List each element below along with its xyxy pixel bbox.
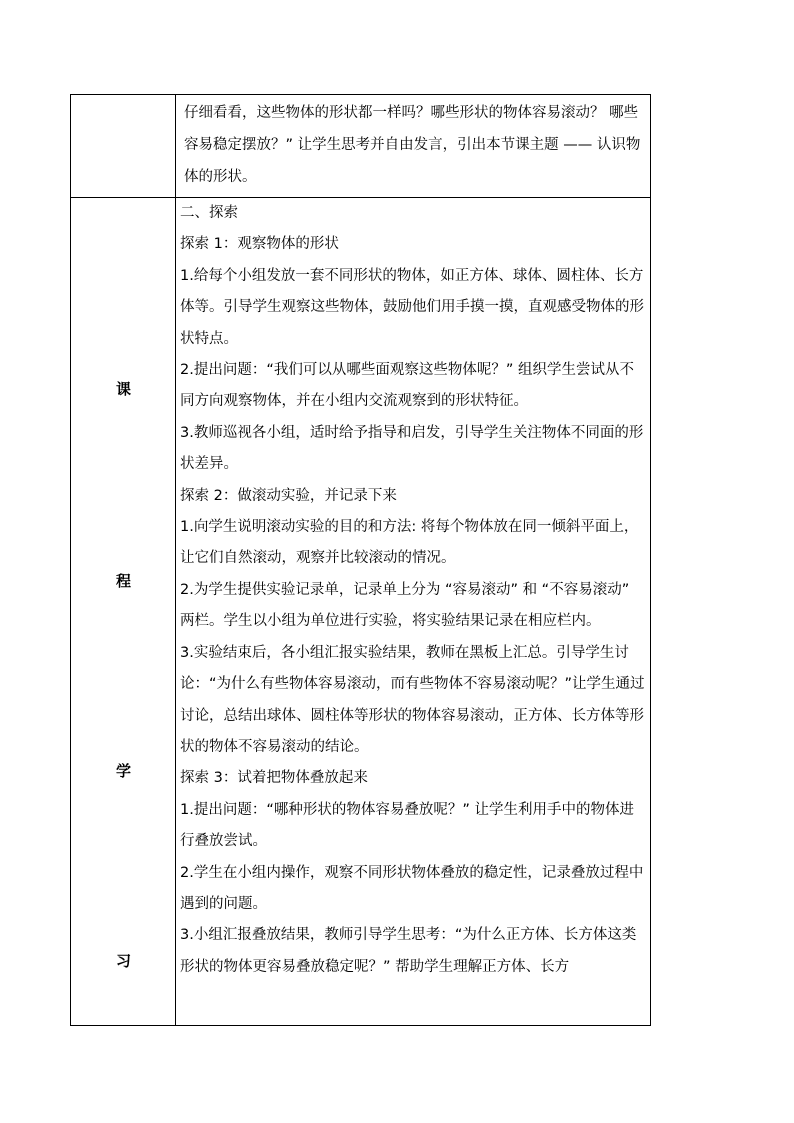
explore-1-step-3: 3.教师巡视各小组，适时给予指导和启发，引导学生关注物体不同面的形状差异。 — [180, 424, 644, 473]
lesson-plan-table — [70, 94, 651, 1026]
section-heading: 二、探索 — [180, 205, 238, 221]
intro-content-cell — [176, 95, 651, 198]
explore-3-step-1: 1.提出问题：“哪种形状的物体容易叠放呢？” 让学生利用手中的物体进行叠放尝试。 — [180, 801, 634, 850]
explore-1-step-2: 2.提出问题：“我们可以从哪些面观察这些物体呢？” 组织学生尝试从不同方向观察物体，并在小组内交流观察到的形状特征。 — [180, 362, 634, 410]
explore-2-step-1: 1.向学生说明滚动实验的目的和方法: 将每个物体放在同一倾斜平面上，让它们自然滚动，观察并比较滚动的情况。 — [180, 519, 639, 567]
intro-label-cell — [71, 95, 176, 198]
explore-3-step-3: 3.小组汇报叠放结果，教师引导学生思考：“为什么正方体、长方体这类形状的物体更容易叠放稳定呢？” 帮助学生理解正方体、长方 — [180, 927, 637, 975]
side-label-xue: 学 — [115, 762, 131, 780]
explore-1-step-1: 1.给每个小组发放一套不同形状的物体，如正方体、球体、圆柱体、长方体等。引导学生观察这些物体，鼓励他们用手摸一摸，直观感受物体的形状特点。 — [180, 267, 644, 347]
explore-3-heading: 探索 3：试着把物体叠放起来 — [180, 770, 368, 787]
intro-paragraph: 仔细看看，这些物体的形状都一样吗？哪些形状的物体容易滚动？ 哪些容易稳定摆放？” 让学生思考并自由发言，引出本节课主题 —— 认识物体的形状。 — [184, 105, 641, 185]
explore-1-heading: 探索 1：观察物体的形状 — [180, 236, 339, 253]
side-label-xi: 习 — [115, 952, 131, 970]
explore-2-step-2: 2.为学生提供实验记录单，记录单上分为 “容易滚动” 和 “不容易滚动” 两栏。学生以小组为单位进行实验，将实验结果记录在相应栏内。 — [180, 581, 630, 630]
explore-2-step-3: 3.实验结束后，各小组汇报实验结果，教师在黑板上汇总。引导学生讨论：“为什么有些物体容易滚动，而有些物体不容易滚动呢？”让学生通过讨论，总结出球体、圆柱体等形状的物体容易滚动，正方体、长方体等形状的物体不容易滚动的结论。 — [180, 644, 645, 755]
side-label-cheng: 程 — [115, 572, 131, 590]
explore-2-heading: 探索 2：做滚动实验，并记录下来 — [180, 487, 397, 504]
intro-row — [71, 95, 651, 198]
explore-3-step-2: 2.学生在小组内操作，观察不同形状物体叠放的稳定性，记录叠放过程中遇到的问题。 — [180, 864, 644, 912]
process-content-cell — [176, 198, 651, 1026]
process-label-cell — [71, 198, 176, 1026]
side-label-ke: 课 — [115, 380, 131, 398]
process-row — [71, 198, 651, 1026]
